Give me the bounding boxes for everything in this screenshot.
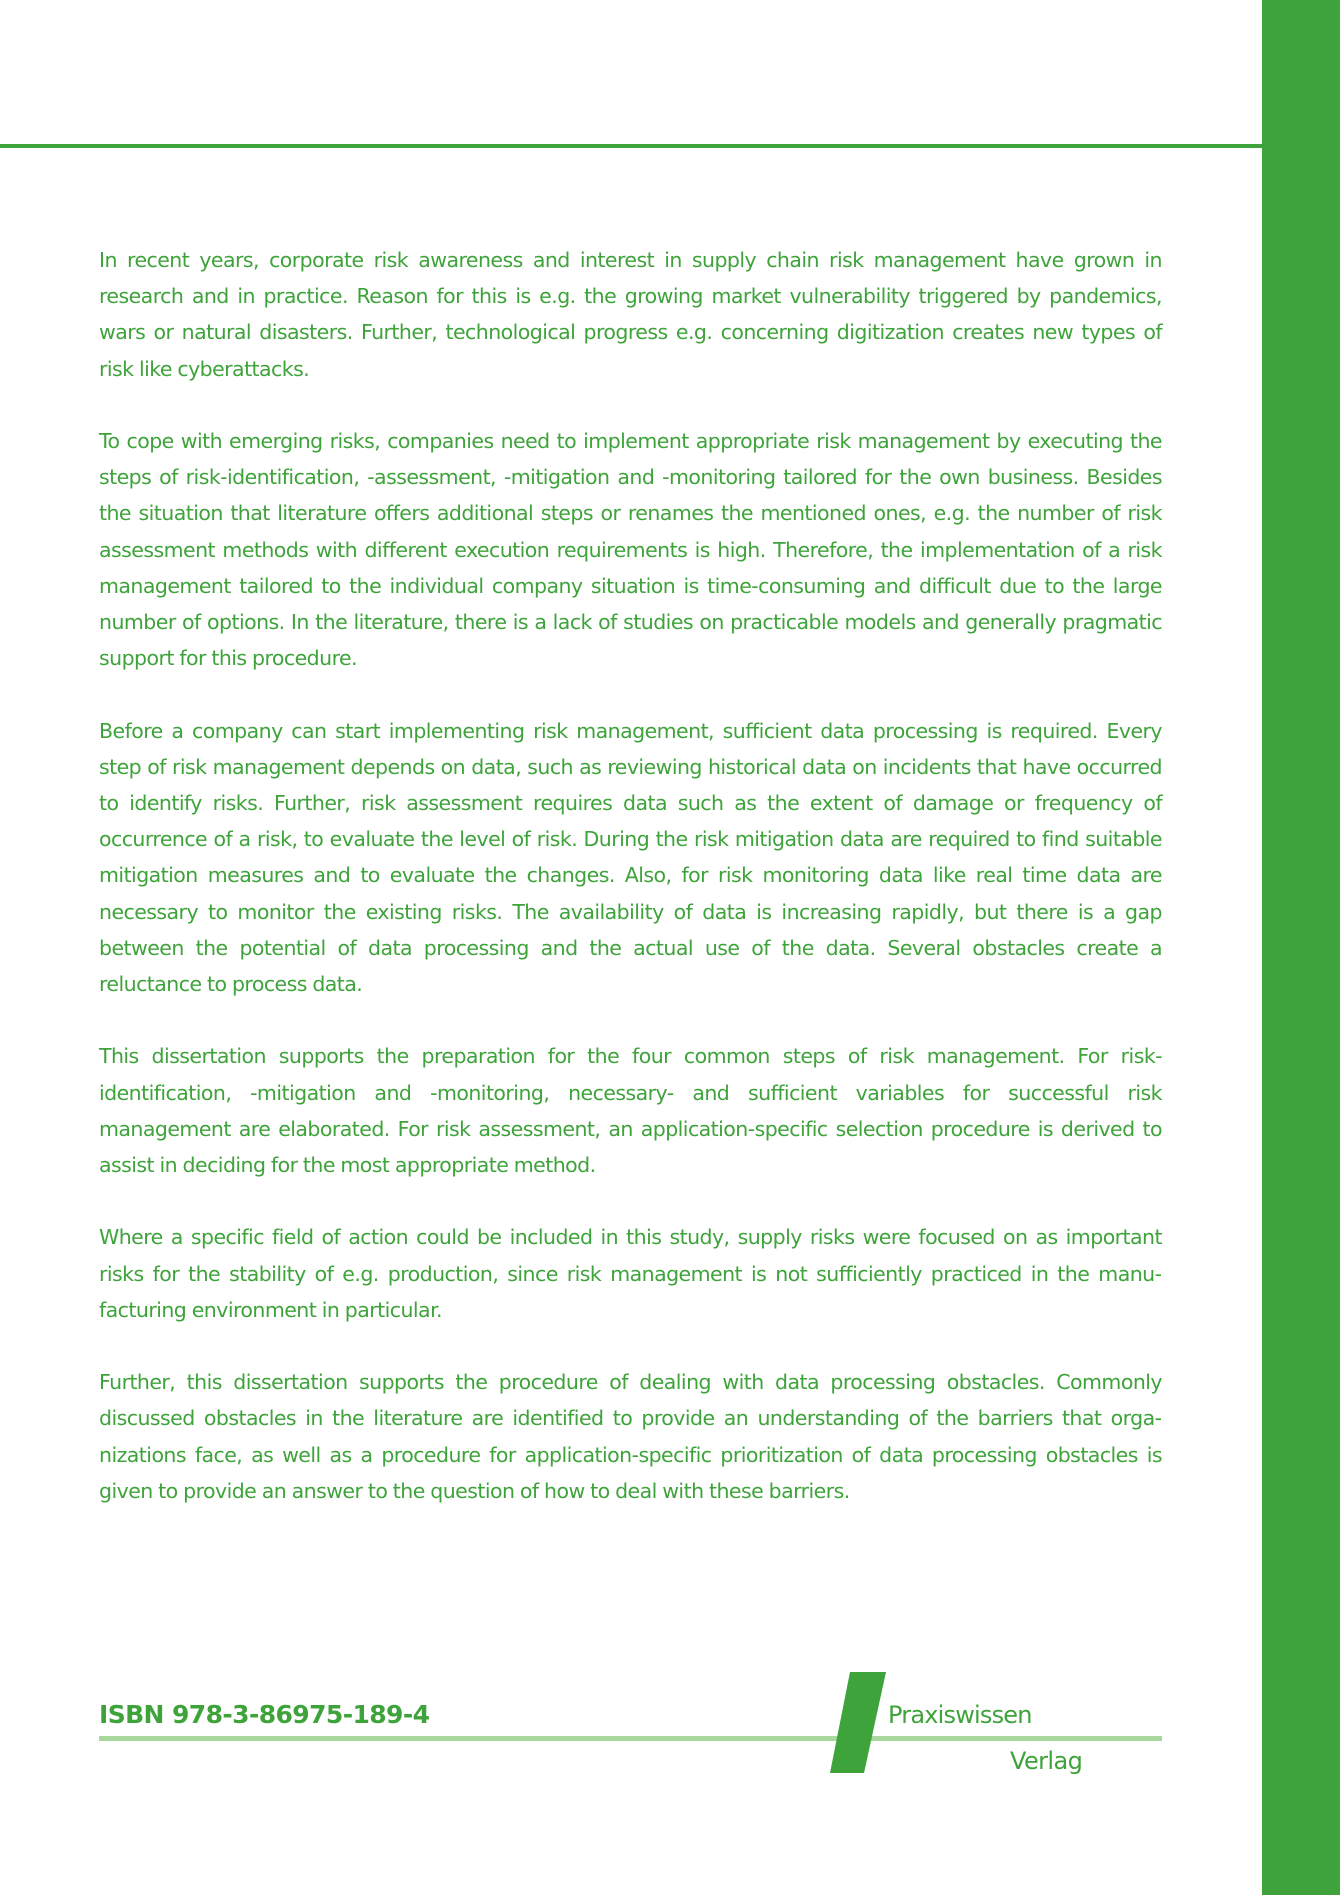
paragraph-5: Where a specific field of action could be included in this study, supply risks were focused on as important risks for the stability of e.g. production, since risk management is not sufficiently practiced in the manufacturing environment in particular. [99, 1225, 1162, 1322]
publisher-name-line1: Praxiswissen [888, 1701, 1032, 1729]
footer-divider [99, 1736, 1162, 1741]
paragraph-4: This dissertation supports the preparation for the four common steps of risk management. For risk-identification, -mitigation and -monitoring, necessary- and sufficient variables for successful risk management are elaborated. For risk assessment, an application-specific selection procedure is derived to assist in deciding for the most appropriate method. [99, 1044, 1162, 1178]
slash-logo-icon [830, 1672, 886, 1773]
isbn-label: ISBN 978-3-86975-189-4 [99, 1700, 430, 1729]
publisher-name-line2: Verlag [1010, 1747, 1083, 1775]
paragraph-6: Further, this dissertation supports the procedure of dealing with data processing obstacles. Commonly discussed obstacles in the literature are identified to provide an understanding of the barriers that organizations face, as well as a procedure for application-specific prioritization of data processing obstacles is given to provide an answer to the question of how to deal with these barriers. [99, 1370, 1162, 1503]
paragraph-1: In recent years, corporate risk awareness and interest in supply chain risk management have grown in research and in practice. Reason for this is e.g. the growing market vulnerability triggered by pandemics, wars or natural disasters. Further, technological progress e.g. concerning digitization creates new types of risk like cyberattacks. [99, 248, 1162, 381]
back-cover-text [99, 242, 1162, 1545]
side-color-band [1262, 0, 1340, 1895]
top-divider [0, 144, 1262, 148]
paragraph-2: To cope with emerging risks, companies need to implement appropriate risk management by executing the steps of risk-identification, -assessment, -mitigation and -monitoring tailored for the own business. Besides the situation that literature offers additional steps or renames the mentioned ones, e.g. the number of risk assessment methods with different execution requirements is high. Therefore, the implementation of a risk management tailored to the individual company situation is time-consuming and difficult due to the large number of options. In the literature, there is a lack of studies on practicable models and generally pragmatic support for this procedure. [99, 429, 1162, 671]
paragraph-3: Before a company can start implementing risk management, sufficient data processing is required. Every step of risk management depends on data, such as reviewing historical data on incidents that have occurred to identify risks. Further, risk assessment requires data such as the extent of damage or frequency of occurrence of a risk, to evaluate the level of risk. During the risk mitigation data are required to find suitable mitigation measures and to evaluate the changes. Also, for risk monitoring data like real time data are necessary to monitor the existing risks. The availability of data is increasing rapidly, but there is a gap between the potential of data processing and the actual use of the data. Several obstacles create a reluctance to process data. [99, 718, 1162, 997]
